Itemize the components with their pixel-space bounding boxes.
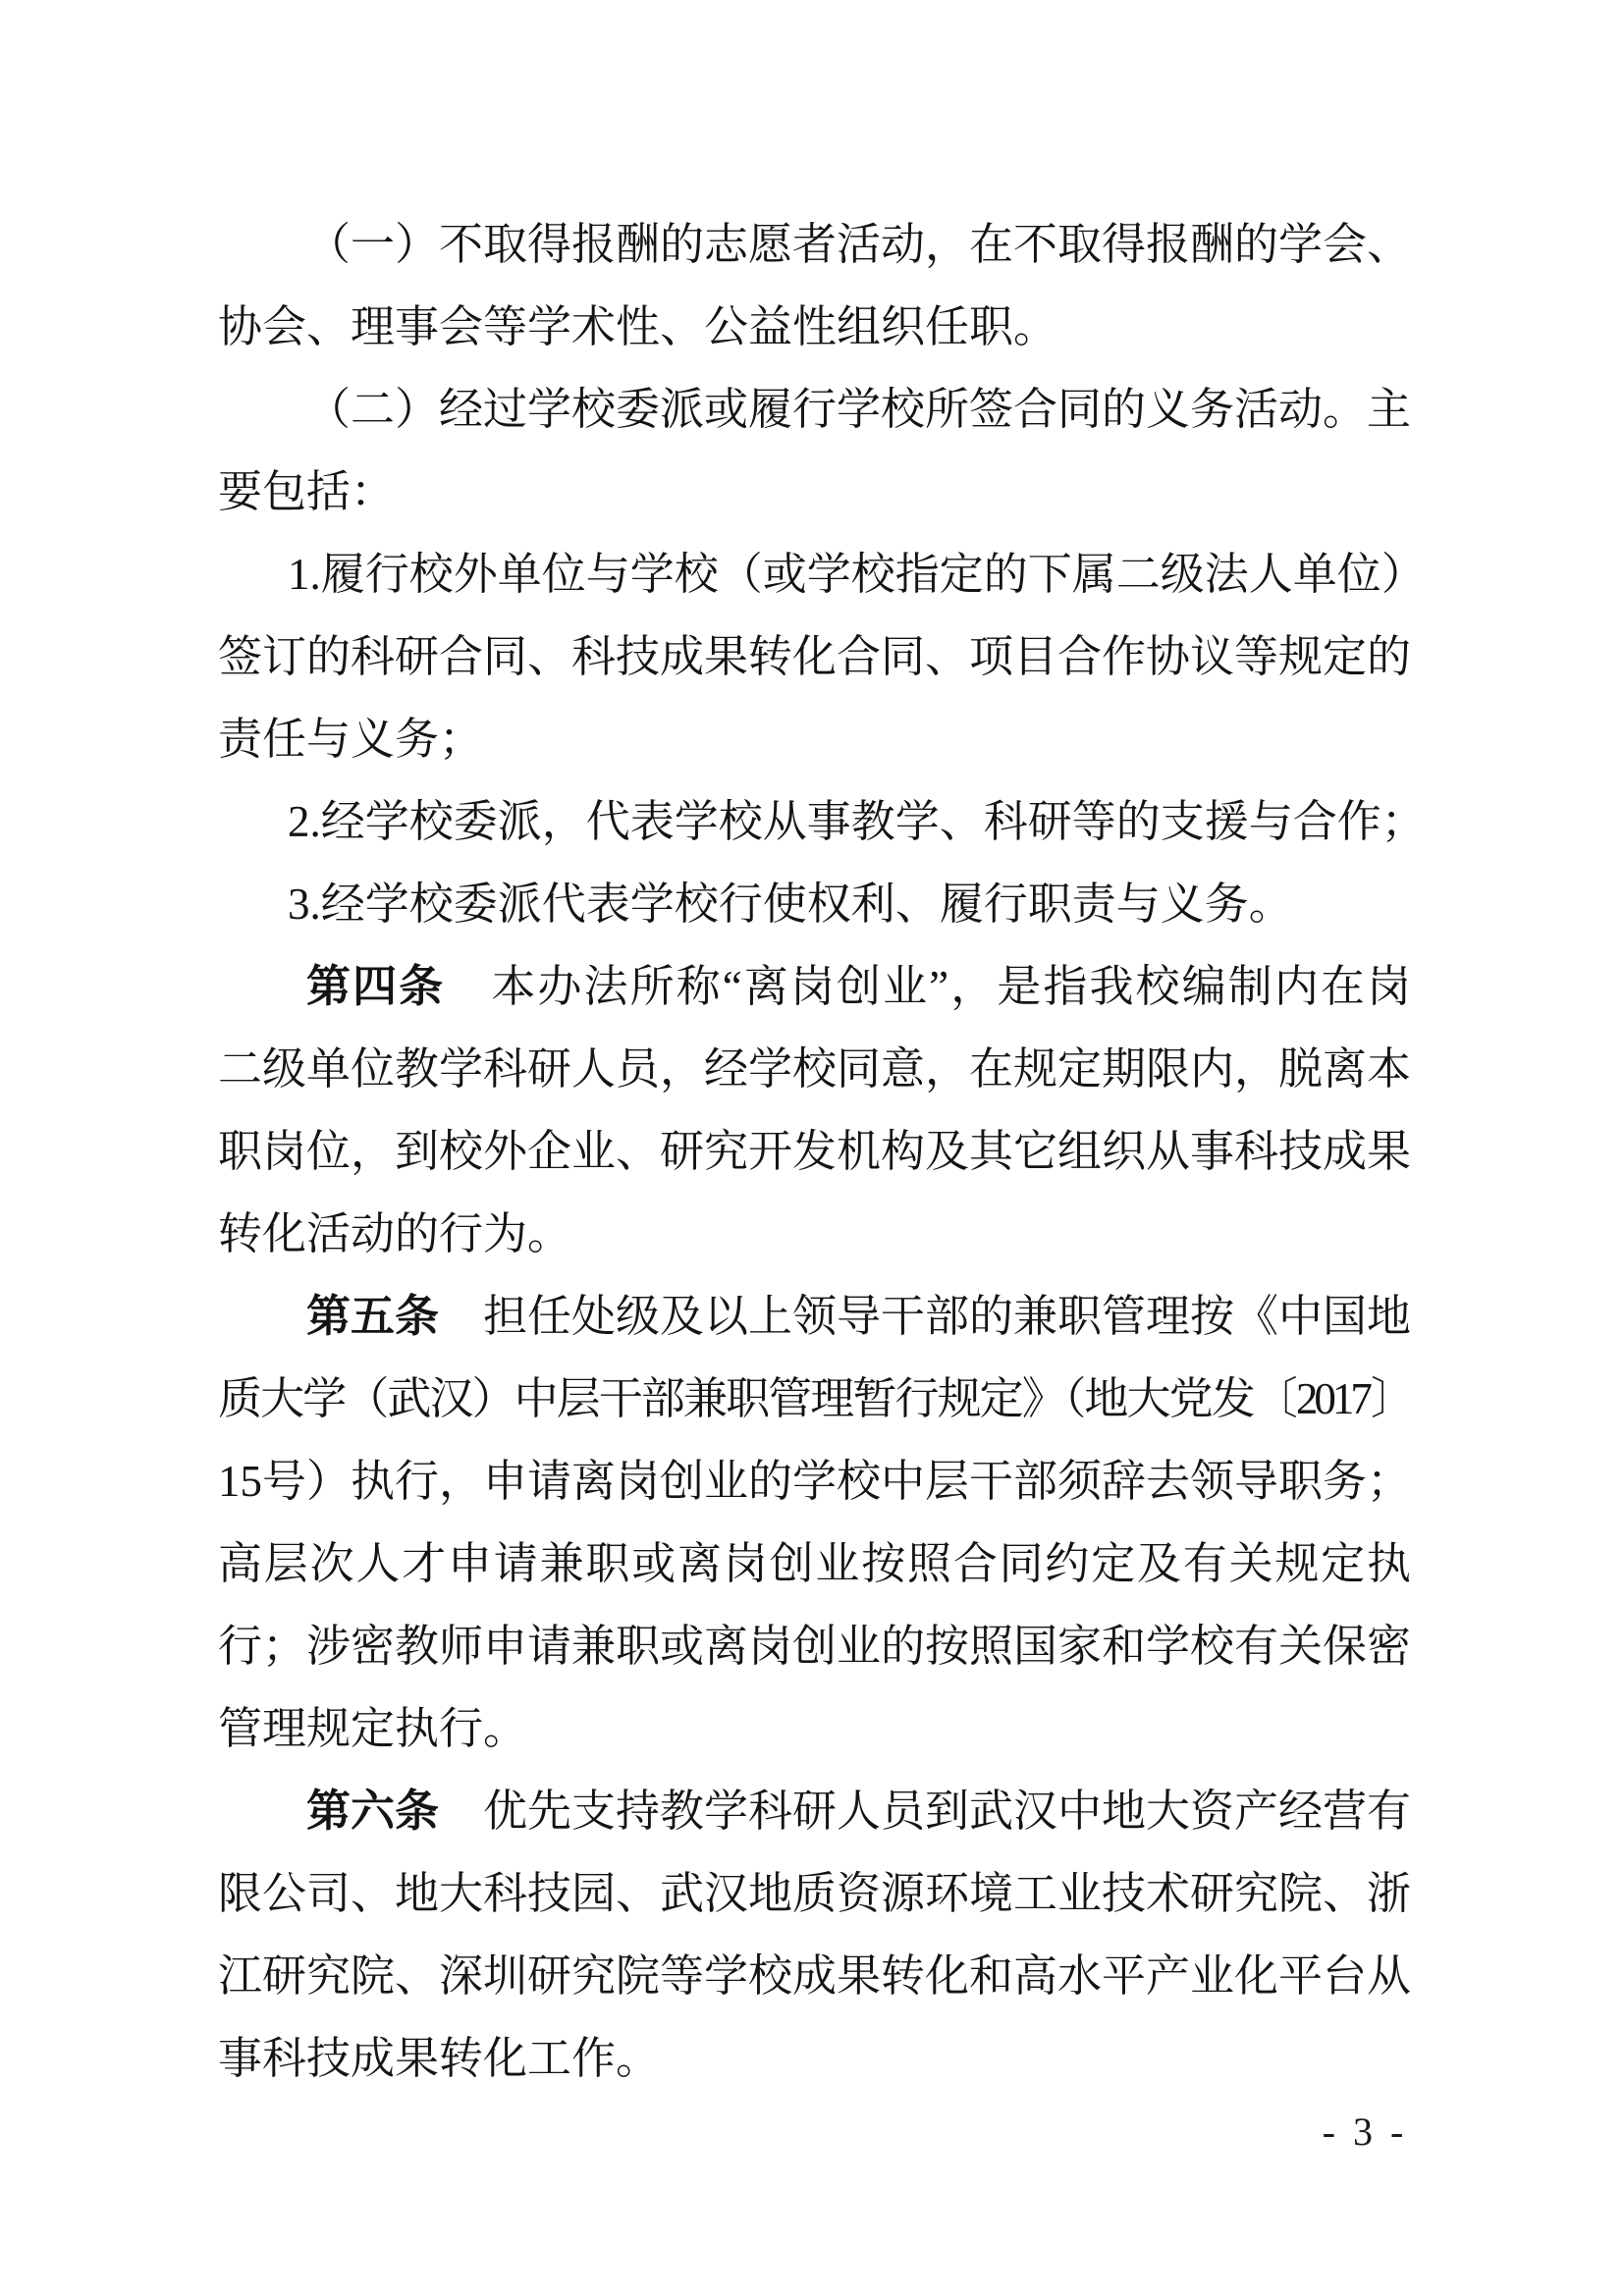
text-line <box>218 945 1411 1028</box>
line-text: 高层次人才申请兼职或离岗创业按照合同约定及有关规定执 <box>218 1539 1411 1588</box>
text-line <box>218 1852 1411 1935</box>
line-text: 二级单位教学科研人员，经学校同意，在规定期限内，脱离本 <box>218 1044 1412 1094</box>
line-text: 管理规定执行。 <box>218 1704 528 1753</box>
text-line <box>218 203 1411 286</box>
page-number: - 3 - <box>1322 2109 1408 2154</box>
line-text: 要包括： <box>218 467 396 516</box>
text-line <box>218 1605 1411 1687</box>
text-line <box>218 451 1411 533</box>
line-text: 担任处级及以上领导干部的兼职管理按《中国地 <box>483 1292 1412 1341</box>
line-text: 职岗位，到校外企业、研究开发机构及其它组织从事科技成果 <box>218 1127 1412 1176</box>
line-text: 3.经学校委派代表学校行使权利、履行职责与义务。 <box>288 880 1293 929</box>
article-heading: 第六条 <box>306 1787 484 1836</box>
document-body <box>218 203 1426 2100</box>
article-heading: 第五条 <box>306 1292 484 1341</box>
article-heading: 第四条 <box>306 962 492 1011</box>
line-text: 签订的科研合同、科技成果转化合同、项目合作协议等规定的 <box>218 632 1412 681</box>
line-text: 行；涉密教师申请兼职或离岗创业的按照国家和学校有关保密 <box>218 1622 1412 1671</box>
line-text: 协会、理事会等学术性、公益性组织任职。 <box>218 302 1058 351</box>
text-line <box>218 533 1426 615</box>
line-text: 江研究院、深圳研究院等学校成果转化和高水平产业化平台从 <box>218 1951 1412 2001</box>
text-line <box>218 1358 1411 1440</box>
line-text: 优先支持教学科研人员到武汉中地大资产经营有 <box>483 1787 1412 1836</box>
text-line <box>218 698 1411 780</box>
text-line <box>218 1193 1411 1275</box>
line-text: 15号）执行，申请离岗创业的学校中层干部须辞去领导职务； <box>218 1457 1412 1506</box>
line-text: 转化活动的行为。 <box>218 1209 572 1258</box>
line-text: （一）不取得报酬的志愿者活动，在不取得报酬的学会、 <box>306 220 1412 269</box>
text-line <box>218 1110 1411 1193</box>
text-line <box>218 368 1411 451</box>
text-line <box>218 615 1411 698</box>
text-line <box>218 1275 1411 1358</box>
line-text: 质大学（武汉）中层干部兼职管理暂行规定》（地大党发〔2017〕 <box>218 1374 1411 1423</box>
line-text: 限公司、地大科技园、武汉地质资源环境工业技术研究院、浙 <box>218 1869 1412 1918</box>
text-line <box>218 1440 1411 1522</box>
line-text: 2.经学校委派，代表学校从事教学、科研等的支援与合作； <box>288 797 1426 846</box>
text-line <box>218 1028 1411 1110</box>
line-text: 本办法所称“离岗创业”，是指我校编制内在岗 <box>491 962 1411 1011</box>
text-line <box>218 2017 1411 2100</box>
line-text: （二）经过学校委派或履行学校所签合同的义务活动。主 <box>306 385 1412 434</box>
line-text: 责任与义务； <box>218 715 484 764</box>
text-line <box>218 1687 1411 1770</box>
text-line <box>218 1770 1411 1852</box>
line-text: 事科技成果转化工作。 <box>218 2034 661 2083</box>
text-line <box>218 863 1411 945</box>
line-text: 1.履行校外单位与学校（或学校指定的下属二级法人单位） <box>288 550 1426 599</box>
text-line <box>218 1522 1411 1605</box>
text-line <box>218 780 1426 863</box>
text-line <box>218 286 1411 368</box>
text-line <box>218 1935 1411 2017</box>
